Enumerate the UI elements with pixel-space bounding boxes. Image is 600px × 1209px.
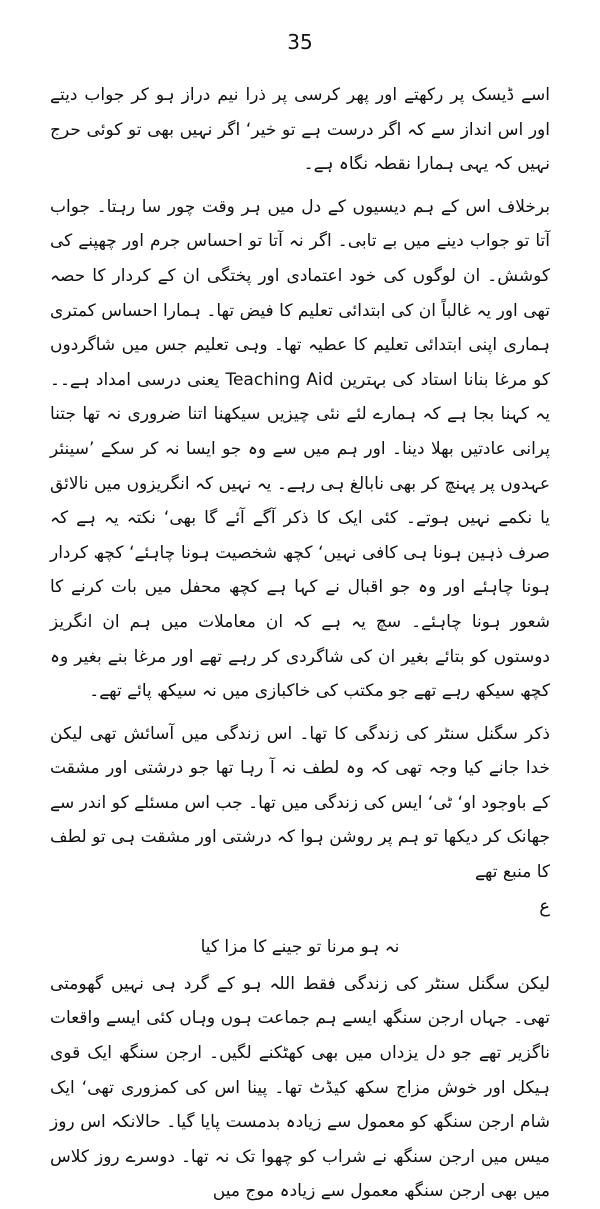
paragraph-2 [50,190,550,709]
paragraph-2-text: برخلاف اس کے ہم دیسیوں کے دل میں ہر وقت چور سا رہتا۔ جواب آتا تو جواب دینے میں بے تابی۔ اگر نہ آتا تو احساس جرم اور چھپنے کی کوشش۔ ان لوگوں کی خود اعتمادی اور پختگی ان کے کردار کا حصہ تھی اور یہ غالباً ان کی ابتدائی تعلیم کا فیض تھا۔ ہمارا احساس کمتری ہماری اپنی ابتدائی تعلیم کا عطیہ تھا۔ وہی تعلیم جس میں شاگردوں کو مرغا بنانا استاد کی بہترین [50,196,551,390]
paragraph-gap [50,182,550,190]
paragraph-4: لیکن سگنل سنٹر کی زندگی فقط اللہ ہو کے گرد ہی نہیں گھومتی تھی۔ جہاں ارجن سنگھ ایسے ہم جماعت ہوں وہاں کئی ایسے واقعات ناگزیر تھے جو دل یزداں میں بھی کھٹکنے لگیں۔ ارجن سنگھ ایک قوی ہیکل اور خوش مزاج سکھ کیڈٹ تھا۔ پینا اس کی کمزوری تھی‘ ایک شام ارجن سنگھ کو معمول سے زیادہ بدمست پایا گیا۔ حالانکہ اس روز میس میں ارجن سنگھ نے شراب کو چھوا تک نہ تھا۔ دوسرے روز کلاس میں بھی ارجن سنگھ معمول سے زیادہ موج میں [50,973,550,1202]
page-body [50,78,550,1209]
paragraph-3: ذکر سگنل سنٹر کی زندگی کا تھا۔ اس زندگی میں آسائش تھی لیکن خدا جانے کیا وجہ تھی کہ وہ لطف نہ آ رہا تھا جو درشتی اور مشقت کے باوجود او‘ ٹی‘ ایس کی زندگی میں تھا۔ جب اس مسئلے کو اندر سے جھانک کر دیکھا تو ہم پر روشن ہوا کہ درشتی اور مشقت ہی تو لطف کا منبع تھے [50,723,550,883]
english-term: Teaching Aid [225,369,334,390]
verse-marker: ع [539,895,550,917]
paragraph-gap [50,709,550,717]
paragraph-2-continued: یعنی درسی امداد ہے۔۔ یہ کہنا بجا ہے کہ ہمارے لئے نئی چیزیں سیکھنا اتنا ضروری نہ تھا جتنا پرانی عادتیں بھلا دینا۔ اور ہم میں سے وہ جو ایسا نہ کر سکے ’سینئر عہدوں پر پہنچ کر بھی نابالغ ہی رہے۔ یہ نہیں کہ انگریزوں میں نالائق یا نکمے نہیں ہوتے۔ کئی ایک کا ذکر آگے آئے گا بھی‘ نکتہ یہ ہے کہ صرف ذہین ہونا ہی کافی نہیں‘ کچھ شخصیت ہونا چاہئے‘ کچھ کردار ہونا چاہئے اور وہ جو اقبال نے کہا ہے کچھ محفل میں بات کرنے کا شعور ہونا چاہئے۔ سچ یہ ہے کہ ان معاملات میں ہم ان انگریز دوستوں کو بتائے بغیر ان کی شاگردی کر رہے تھے اور مرغا بنے بغیر وہ کچھ سیکھ رہے تھے جو مکتب کی خاکبازی میں نہ سیکھ پائے تھے۔ [50,369,550,702]
page-number: 35 [287,30,313,54]
paragraph-1: اسے ڈیسک پر رکھتے اور پھر کرسی پر ذرا نیم دراز ہو کر جواب دیتے اور اس انداز سے کہ اگر درست ہے تو خیر‘ اگر نہیں بھی تو کوئی حرج نہیں کہ یہی ہمارا نقطہ نگاہ ہے۔ [50,85,550,175]
verse-line: نہ ہو مرنا تو جینے کا مزا کیا [200,937,400,958]
